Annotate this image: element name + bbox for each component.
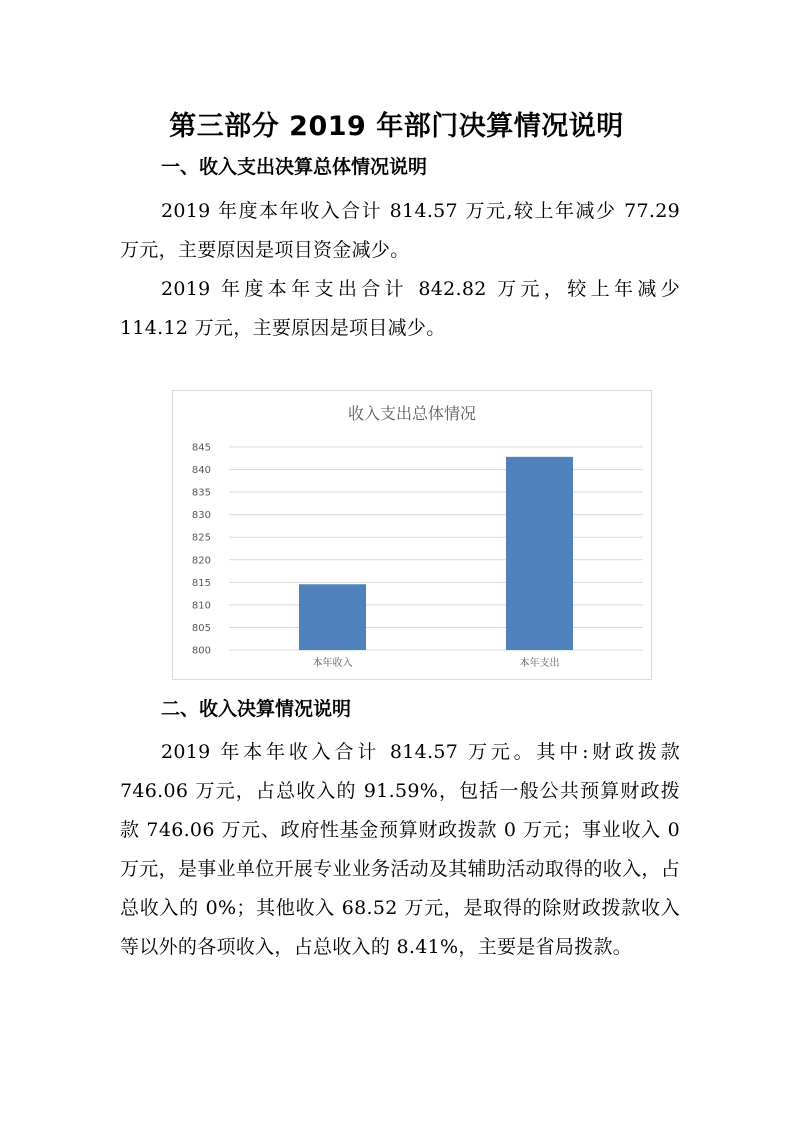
y-tick-label: 825 [191,532,211,544]
x-tick-label: 本年收入 [312,658,353,669]
bar [299,584,366,650]
section2-paragraph-income-detail: 2019 年本年收入合计 814.57 万元。其中:财政拨款 746.06 万元，占总收入的 91.59%，包括一般公共预算财政拨款 746.06 万元、政府性基金预算财政拨款 0 万元；事业收入 0 万元，是事业单位开展专业业务活动及其辅助活动取得的收入，占总收入的 0%；其他收入 68.52 万元，是取得的除财政拨款收入等以外的各项收入，占总收入的 8.41%，主要是省局拨款。 [120,741,680,958]
y-tick-label: 840 [191,465,211,477]
section1-paragraph-expense: 2019 年度本年支出合计 842.82 万元，较上年减少 114.12 万元，主要原因是项目减少。 [120,278,680,339]
section1-paragraph-income: 2019 年度本年收入合计 814.57 万元,较上年减少 77.29 万元，主要原因是项目资金减少。 [120,200,680,261]
y-tick-label: 830 [191,510,211,522]
income-expense-chart [172,390,652,680]
chart-title: 收入支出总体情况 [347,404,477,423]
y-tick-label: 835 [191,487,211,499]
y-tick-label: 805 [191,622,211,634]
chart-svg [173,391,651,679]
y-tick-label: 800 [191,645,211,657]
y-tick-label: 815 [191,577,211,589]
section1-heading: 一、收入支出决算总体情况说明 [161,156,428,178]
bar [506,457,573,650]
y-tick-label: 820 [191,555,211,567]
y-tick-label: 845 [191,442,211,454]
page-title: 第三部分 2019 年部门决算情况说明 [169,111,624,142]
x-tick-label: 本年支出 [519,658,560,669]
y-tick-label: 810 [191,600,211,612]
section2-heading: 二、收入决算情况说明 [161,698,352,720]
